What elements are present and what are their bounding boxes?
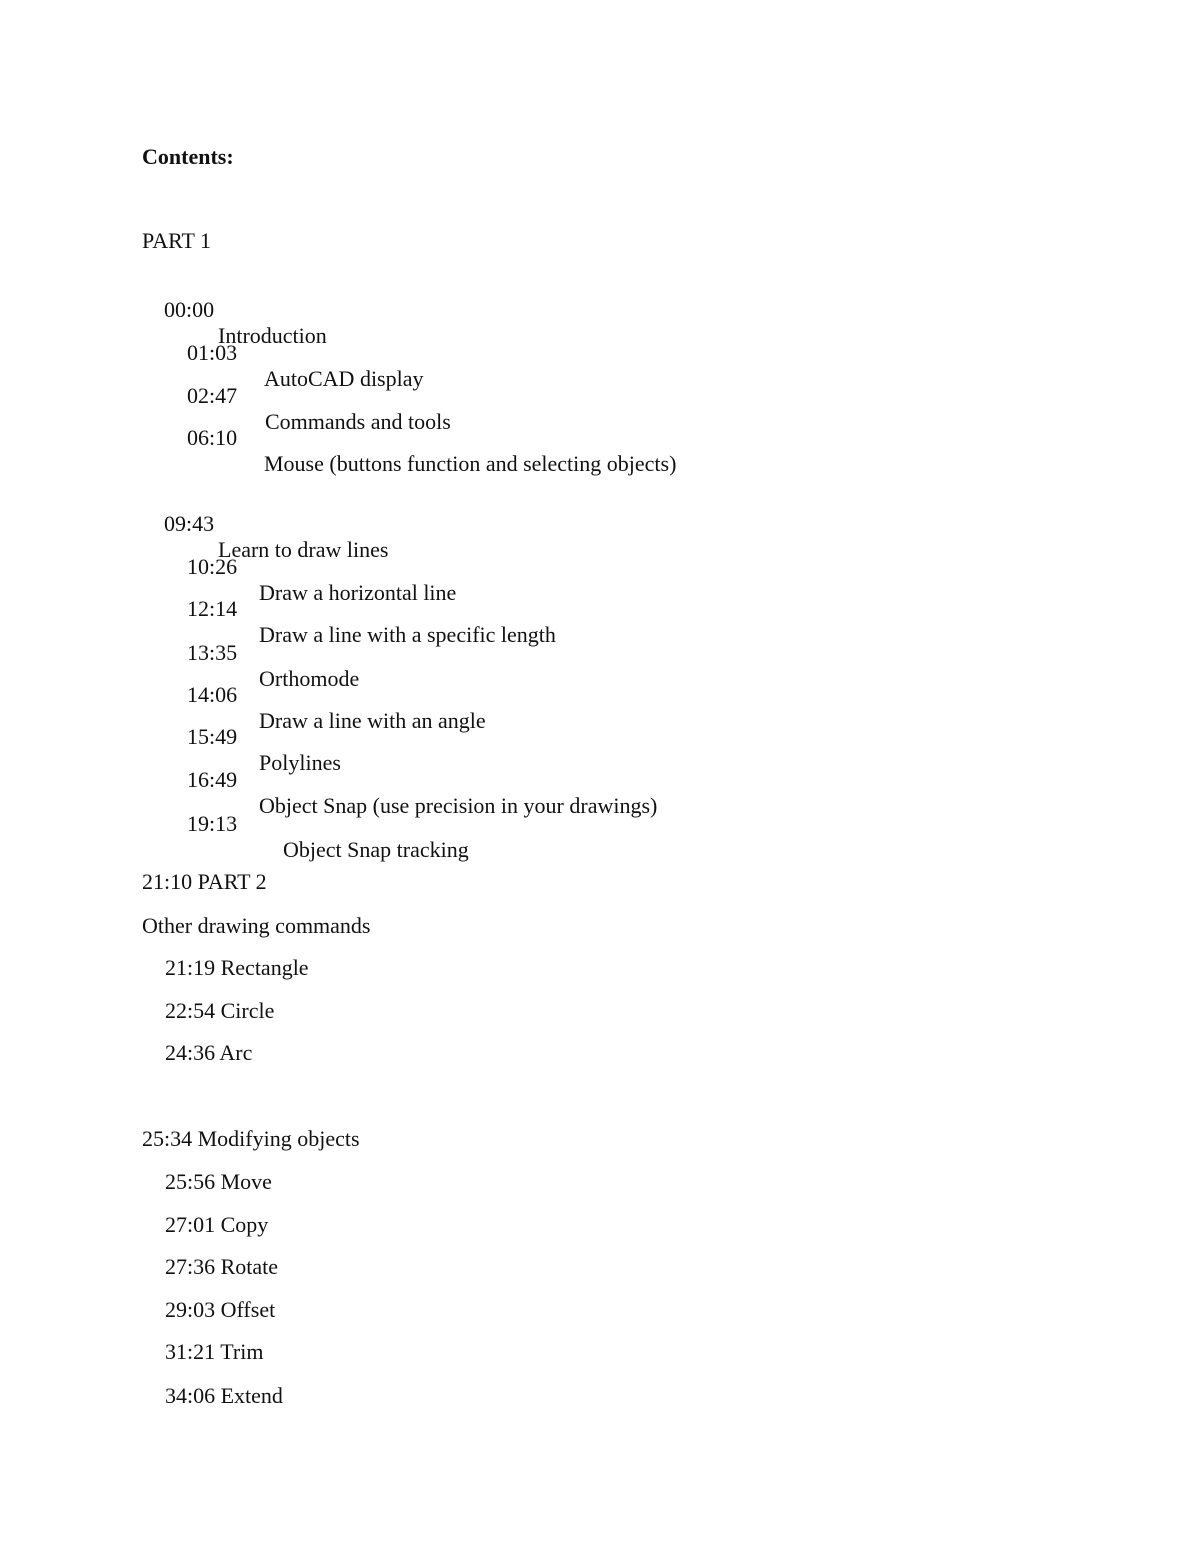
entry-time: 10:26 <box>187 554 238 579</box>
entry-label: Introduction <box>218 323 327 348</box>
entry-time: 09:43 <box>164 511 215 536</box>
entry-time: 14:06 <box>187 682 238 707</box>
entry-label: Orthomode <box>259 666 360 691</box>
toc-entry: 25:56 Move <box>165 1169 272 1194</box>
entry-label: Object Snap (use precision in your drawings) <box>259 793 658 818</box>
entry-label: Draw a horizontal line <box>259 580 457 605</box>
part1-heading: PART 1 <box>142 228 211 253</box>
entry-label: Polylines <box>259 750 341 775</box>
entry-time: 02:47 <box>187 383 238 408</box>
toc-entry: 24:36 Arc <box>165 1040 253 1065</box>
entry-time: 06:10 <box>187 425 238 450</box>
entry-label: AutoCAD display <box>264 366 424 391</box>
entry-time: 19:13 <box>187 811 238 836</box>
toc-entry: 34:06 Extend <box>165 1383 283 1408</box>
modifying-heading: 25:34 Modifying objects <box>142 1126 360 1151</box>
entry-time: 00:00 <box>164 297 215 322</box>
entry-label: Draw a line with a specific length <box>259 622 556 647</box>
toc-entry: 21:19 Rectangle <box>165 955 309 980</box>
entry-label: Draw a line with an angle <box>259 708 486 733</box>
entry-label: Object Snap tracking <box>283 837 469 862</box>
entry-label: Learn to draw lines <box>218 537 389 562</box>
entry-time: 15:49 <box>187 724 238 749</box>
entry-time: 13:35 <box>187 640 238 665</box>
contents-title: Contents: <box>142 144 234 169</box>
toc-entry: 31:21 Trim <box>165 1339 264 1364</box>
toc-entry: 22:54 Circle <box>165 998 275 1023</box>
toc-entry: 27:01 Copy <box>165 1212 269 1237</box>
part2-heading: 21:10 PART 2 <box>142 869 267 894</box>
entry-time: 12:14 <box>187 596 238 621</box>
toc-entry: 29:03 Offset <box>165 1297 276 1322</box>
part2-subheading: Other drawing commands <box>142 913 371 938</box>
entry-label: Commands and tools <box>265 409 451 434</box>
entry-label: Mouse (buttons function and selecting objects) <box>264 451 677 476</box>
entry-time: 01:03 <box>187 340 238 365</box>
entry-time: 16:49 <box>187 767 238 792</box>
toc-entry: 27:36 Rotate <box>165 1254 279 1279</box>
